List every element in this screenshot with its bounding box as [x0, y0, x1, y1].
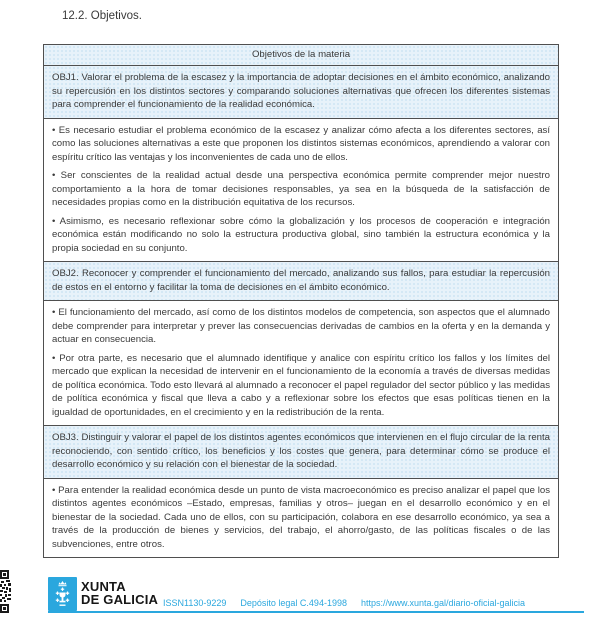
objectives-table [43, 44, 559, 558]
objective-row-obj2 [44, 261, 558, 300]
dog-url-link[interactable]: https://www.xunta.gal/diario-oficial-galicia [360, 598, 526, 608]
bullet-paragraph: • Asimismo, es necesario reflexionar sobre cómo la globalización y los procesos de cooperación e integración económica están modificando no solo la estructura productiva global, sino también la estructura económica y la propia sociedad en su conjunto. [52, 215, 550, 254]
deposito-legal-label: Depósito legal C.494-1998 [240, 598, 347, 608]
xunta-wordmark [81, 580, 158, 606]
footer-rule [48, 611, 584, 613]
section-title: 12.2. Objetivos. [62, 10, 142, 22]
footer-meta [163, 598, 525, 608]
qr-code-icon [0, 570, 12, 618]
bullet-paragraph: • Es necesario estudiar el problema económico de la escasez y analizar cómo afecta a los diferentes sectores, así como las soluciones alternativas a este que proponen los distintos sistemas económicos, aprendiendo a valorar con espíritu crítico las ventajas y los inconvenientes de cada uno de ellos. [52, 124, 550, 163]
objective-row-obj1 [44, 65, 558, 118]
bullet-paragraph: • Para entender la realidad económica desde un punto de vista macroeconómico es preciso analizar el papel que los distintos agentes económicos –Estado, empresas, familias y otros– juegan en el desarrollo económico y en el bienestar de la sociedad. Cada uno de ellos, con su participación, colabora en ese desarrollo económico, ya sea a través de la producción de bienes y servicios, del trabajo, el ahorro/gasto, de las políticas fiscales o de las subvenciones, entre otros. [52, 484, 550, 550]
detail-row-obj1 [44, 118, 558, 262]
objective-text: OBJ2. Reconocer y comprender el funcionamiento del mercado, analizando sus fallos, para estudiar la repercusión de estos en el entorno y facilitar la toma de decisiones en el ámbito económico. [52, 268, 550, 293]
xunta-wordmark-line1: XUNTA [81, 579, 126, 594]
objective-text: OBJ1. Valorar el problema de la escasez y la importancia de adoptar decisiones en el ámbito económico, analizando su repercusión en los distintos sectores y comparando soluciones alternativas que ofrecen los diferentes sistemas para comprender el funcionamiento de la realidad económica. [52, 72, 550, 110]
table-header: Objetivos de la materia [44, 45, 558, 65]
bullet-paragraph: • El funcionamiento del mercado, así como de los distintos modelos de competencia, son aspectos que el alumnado debe comprender para interpretar y prever las consecuencias derivadas de cambios en la oferta y en la demanda y actuar en consecuencia. [52, 307, 550, 345]
bullet-paragraph: • Ser conscientes de la realidad actual desde una perspectiva económica permite comprender mejor nuestro comportamiento a la hora de tomar decisiones responsables, ya sea en la búsqueda de la satisfacción de necesidades propias como en la distribución equitativa de los recursos. [52, 170, 550, 208]
objective-row-obj3 [44, 425, 558, 478]
detail-row-obj3 [44, 478, 558, 558]
bullet-paragraph: • Por otra parte, es necesario que el alumnado identifique y analice con espíritu crítico los fallos y los límites del mercado que explican la necesidad de intervenir en el funcionamiento de la economía a través de diversas medidas de política económica. Todo esto llevará al alumnado a reconocer el papel regulador del sector público y las medidas de política económica y fiscal que lleva a cabo y a reflexionar sobre los efectos que esas políticas tienen en la igualdad de oportunidades, en el crecimiento y en la redistribución de la renta. [52, 352, 550, 418]
xunta-wordmark-line2: DE GALICIA [81, 592, 159, 607]
detail-row-obj2 [44, 300, 558, 425]
issn-label: ISSN1130-9229 [163, 598, 227, 608]
objective-text: OBJ3. Distinguir y valorar el papel de los distintos agentes económicos que intervienen en el flujo circular de la renta reconociendo, con sentido crítico, los beneficios y los costes que genera, para determinar cómo se produce el desarrollo económico y su relación con el bienestar de la sociedad. [52, 432, 550, 470]
